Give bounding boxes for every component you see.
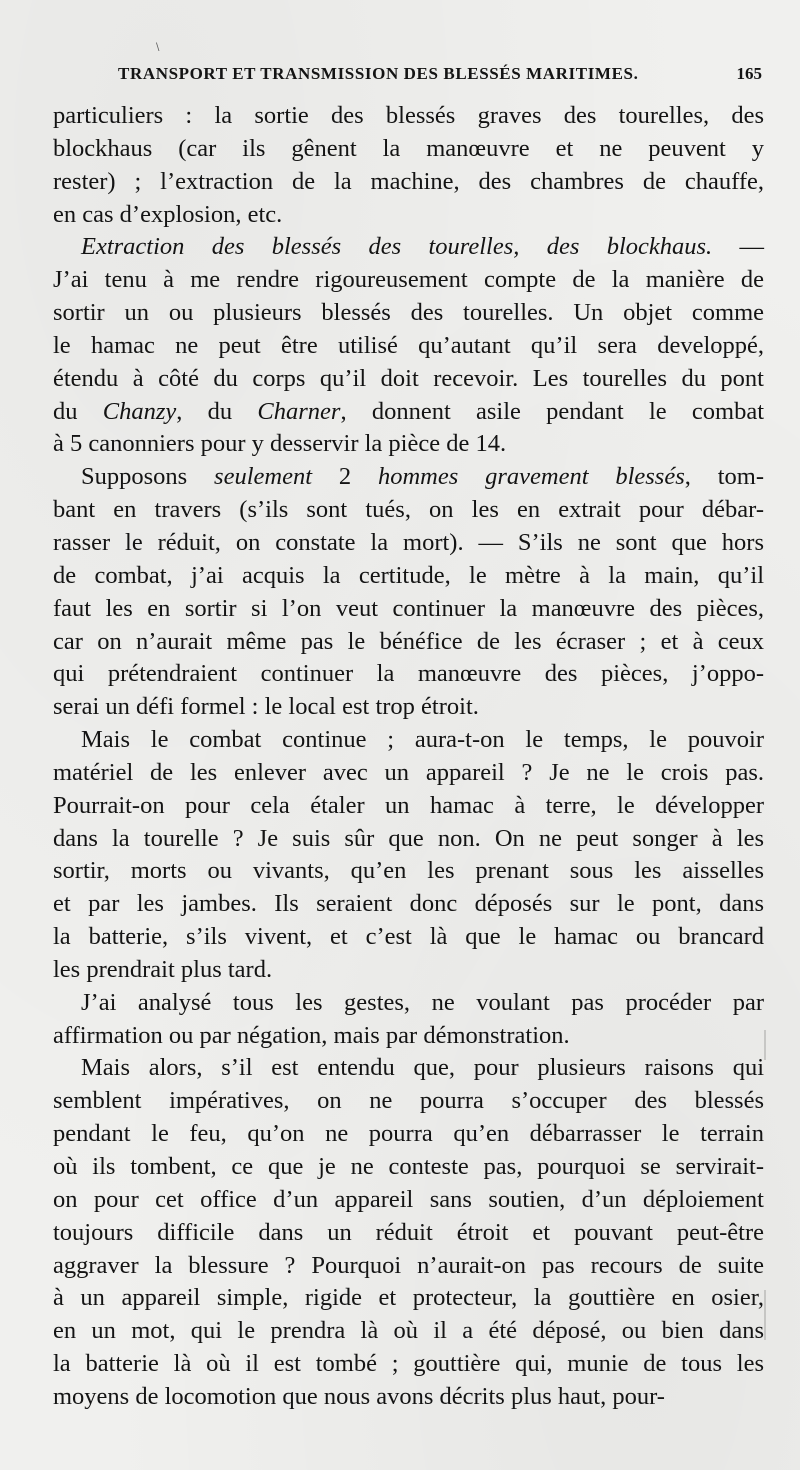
text-line: et par les jambes. Ils seraient donc déposés sur le pont, dans: [53, 890, 764, 918]
text-line: où ils tombent, ce que je ne conteste pas, pourquoi se servirait-: [53, 1153, 764, 1180]
text-line: sortir, morts ou vivants, qu’en les prenant sous les aisselles: [53, 857, 764, 885]
text-line: car on n’aurait même pas le bénéfice de les écraser ; et à ceux: [53, 627, 764, 655]
text-line: la batterie, s’ils vivent, et c’est là que le hamac ou brancard: [53, 923, 764, 951]
text-line: Mais le combat continue ; aura-t-on le temps, le pouvoir: [81, 726, 764, 754]
text-line: étendu à côté du corps qu’il doit recevoir. Les tourelles du pont: [53, 364, 764, 392]
body-text: [53, 100, 764, 1414]
text-line: qui prétendraient continuer la manœuvre des pièces, j’oppo-: [53, 660, 764, 688]
text-line: en un mot, qui le prendra là où il a été déposé, ou bien dans: [53, 1317, 764, 1345]
text-line: faut les en sortir si l’on veut continuer la manœuvre des pièces,: [53, 594, 764, 622]
text-line: blockhaus (car ils gênent la manœuvre et ne peuvent y: [53, 134, 764, 162]
text-line: affirmation ou par négation, mais par démonstration.: [53, 1021, 570, 1049]
text-line: à 5 canonniers pour y desservir la pièce de 14.: [53, 430, 507, 458]
margin-mark: [764, 1290, 766, 1340]
text-line: Mais alors, s’il est entendu que, pour plusieurs raisons qui: [81, 1054, 764, 1082]
text-line: matériel de les enlever avec un appareil ? Je ne le crois pas.: [53, 758, 764, 786]
text-line: aggraver la blessure ? Pourquoi n’aurait-on pas recours de suite: [53, 1251, 764, 1279]
italic-run: hommes gravement blessés: [377, 463, 685, 491]
text-line: Supposons seulement 2 hommes gravement blessés, tom-: [81, 463, 764, 491]
text-line: particuliers : la sortie des blessés graves des tourelles, des: [53, 102, 764, 129]
text-line: serai un défi formel : le local est trop étroit.: [53, 693, 479, 721]
text-line: la batterie là où il est tombé ; gouttière qui, munie de tous les: [53, 1350, 764, 1378]
text-line: Extraction des blessés des tourelles, des blockhaus. —: [81, 233, 764, 261]
italic-run: seulement: [214, 463, 313, 491]
italic-run: Chanzy: [102, 397, 177, 425]
text-line: dans la tourelle ? Je suis sûr que non. On ne peut songer à les: [53, 824, 764, 852]
page-header: [118, 64, 762, 88]
text-line: pendant le feu, qu’on ne pourra qu’en débarrasser le terrain: [53, 1120, 764, 1148]
text-line: les prendrait plus tard.: [53, 955, 273, 983]
text-line: semblent impératives, on ne pourra s’occuper des blessés: [53, 1087, 764, 1115]
text-line: sortir un ou plusieurs blessés des tourelles. Un objet comme: [53, 299, 764, 327]
text-line: de combat, j’ai acquis la certitude, le mètre à la main, qu’il: [53, 561, 764, 589]
text-line: le hamac ne peut être utilisé qu’autant qu’il sera developpé,: [53, 331, 764, 359]
text-line: rester) ; l’extraction de la machine, des chambres de chauffe,: [53, 167, 764, 195]
text-line: en cas d’explosion, etc.: [53, 200, 283, 228]
text-line: du Chanzy, du Charner, donnent asile pendant le combat: [53, 397, 765, 425]
text-line: Pourrait-on pour cela étaler un hamac à terre, le développer: [53, 791, 764, 819]
text-line: on pour cet office d’un appareil sans soutien, d’un déploiement: [53, 1185, 764, 1213]
scan-speck: \: [156, 42, 160, 53]
text-line: toujours difficile dans un réduit étroit et pouvant peut-être: [53, 1218, 764, 1246]
text-line: bant en travers (s’ils sont tués, on les en extrait pour débar-: [53, 496, 764, 524]
text-line: J’ai analysé tous les gestes, ne voulant pas procéder par: [81, 988, 764, 1016]
text-line: J’ai tenu à me rendre rigoureusement compte de la manière de: [53, 266, 764, 294]
page-number: 165: [736, 64, 762, 83]
text-line: moyens de locomotion que nous avons décrits plus haut, pour-: [53, 1382, 665, 1410]
margin-mark: [764, 1030, 766, 1060]
text-line: à un appareil simple, rigide et protecteur, la gouttière en osier,: [53, 1284, 764, 1312]
italic-run: Extraction des blessés des tourelles, des blockhaus.: [81, 233, 713, 261]
text-line: rasser le réduit, on constate la mort). — S’ils ne sont que hors: [53, 528, 764, 556]
running-title: TRANSPORT ET TRANSMISSION DES BLESSÉS MARITIMES.: [118, 64, 639, 83]
italic-run: Charner: [257, 397, 341, 425]
